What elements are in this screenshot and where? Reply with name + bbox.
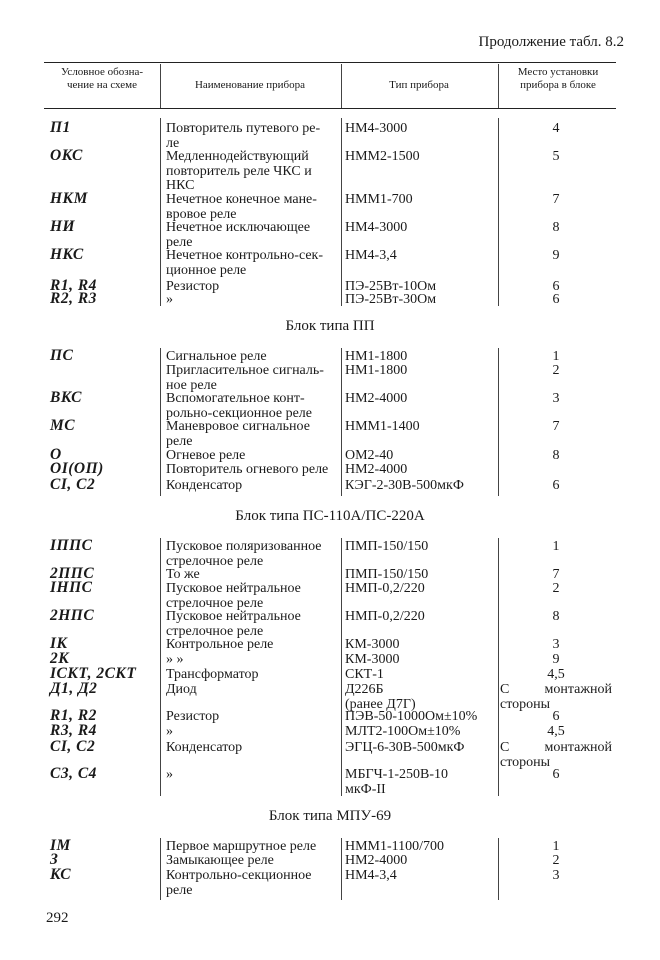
table-cell-line: Пусковое нейтральное [166, 581, 301, 596]
section-title-ps: Блок типа ПС-110А/ПС-220А [235, 508, 425, 524]
table-cell-type: НММ1-1400 [345, 419, 420, 434]
table-cell-type: НММ2-1500 [345, 149, 420, 164]
table-cell-name: Диод [166, 682, 197, 697]
table-cell-name [166, 540, 339, 569]
table-cell-name [166, 122, 339, 151]
table-cell-line: ле [166, 135, 180, 151]
table-cell-name: Первое маршрутное реле [166, 839, 317, 854]
table-cell-place: 6 [552, 478, 560, 493]
block3-rule-3 [498, 538, 499, 796]
table-cell-place: 4 [552, 121, 560, 136]
table-cell-line: Пригласительное сигналь- [166, 363, 324, 378]
table-cell-type: НМП-0,2/220 [345, 609, 425, 624]
table-cell-place: 4,5 [547, 724, 565, 739]
table-cell-line: Медленнодействующий [166, 149, 309, 164]
table-cell-type: ПМП-150/150 [345, 539, 429, 554]
table-cell-line: стрелочное реле [166, 595, 264, 611]
table-cell-line: Нечетное конечное мане- [166, 192, 317, 207]
table-cell-type [345, 683, 416, 712]
table-cell-type: НММ1-700 [345, 192, 413, 207]
table-cell-code: CI, C2 [50, 476, 96, 493]
table-cell-line: мкФ-II [345, 781, 386, 797]
header-code: Условное обозна- чение на схеме [60, 66, 144, 91]
table-cell-place: 9 [552, 652, 560, 667]
table-cell-code: ОКС [50, 147, 83, 164]
table-cell-name [166, 610, 339, 639]
header-type: Тип прибора [389, 79, 449, 91]
table-cell-place: 6 [552, 279, 560, 294]
header-name: Наименование прибора [194, 79, 306, 91]
table-cell-code: R1, R4 [50, 277, 97, 294]
table-cell-name: Замыкающее реле [166, 853, 274, 868]
table-cell-name: Контрольное реле [166, 637, 274, 652]
table-cell-place: 6 [552, 709, 560, 724]
table-cell-code: 2ППС [50, 565, 95, 582]
block1-rule-1 [160, 118, 161, 306]
table-cell-place: 9 [552, 248, 560, 263]
table-cell-place: 2 [552, 581, 560, 596]
table-cell-line: Пусковое нейтральное [166, 609, 301, 624]
table-cell-code: НКМ [50, 190, 88, 207]
table-cell-line: С монтажной [500, 682, 612, 697]
table-cell-type: НММ1-1100/700 [345, 839, 445, 854]
table-cell-code: IК [50, 635, 68, 652]
table-cell-line: (ранее Д7Г) [345, 696, 416, 712]
table-cell-type: МЛТ2-100Ом±10% [345, 724, 461, 739]
block2-rule-2 [341, 348, 342, 496]
table-cell-type: ПМП-150/150 [345, 567, 429, 582]
table-cell-place: 2 [552, 363, 560, 378]
table-cell-line: НКС [166, 178, 195, 193]
table-cell-place: 3 [552, 391, 560, 406]
table-cell-code: 2К [50, 650, 70, 667]
continuation-caption: Продолжение табл. 8.2 [478, 34, 624, 50]
table-cell-code: R1, R2 [50, 707, 97, 724]
table-cell-line: повторитель реле ЧКС и [166, 163, 312, 179]
table-cell-place [500, 741, 612, 770]
table-cell-code: МС [50, 417, 76, 434]
block3-rule-1 [160, 538, 161, 796]
table-cell-place: 5 [552, 149, 560, 164]
table-cell-name: » [166, 724, 173, 739]
table-cell-name: Резистор [166, 709, 220, 724]
block4-rule-2 [341, 838, 342, 900]
header-rule-3 [498, 64, 499, 108]
table-cell-code: R3, R4 [50, 722, 97, 739]
block3-rule-2 [341, 538, 342, 796]
table-cell-place: 7 [552, 567, 560, 582]
table-cell-type: НМ2-4000 [345, 853, 408, 868]
table-cell-name: Резистор [166, 279, 220, 294]
page-number: 292 [46, 910, 69, 926]
table-cell-place: 1 [552, 839, 560, 854]
section-title-mpu: Блок типа МПУ-69 [268, 808, 392, 824]
table-cell-line: реле [166, 433, 193, 449]
table-cell-code: IМ [50, 837, 71, 854]
table-cell-name [166, 221, 339, 250]
table-cell-code: З [50, 851, 59, 868]
header-place: Место установки прибора в блоке [517, 66, 599, 91]
table-cell-name: Трансформатор [166, 667, 259, 682]
table-cell-line: Вспомогательное конт- [166, 391, 305, 406]
table-cell-name: Конденсатор [166, 478, 243, 493]
table-cell-type: КЭГ-2-30В-500мкФ [345, 478, 464, 493]
table-cell-code: ПС [50, 347, 74, 364]
table-cell-code: С3, С4 [50, 765, 97, 782]
table-cell-line: Маневровое сигнальное [166, 419, 310, 434]
table-cell-type: ПЭВ-50-1000Ом±10% [345, 709, 478, 724]
header-rule-1 [160, 64, 161, 108]
table-cell-place: 3 [552, 637, 560, 652]
table-cell-type: НМП-0,2/220 [345, 581, 425, 596]
table-cell-type: ОМ2-40 [345, 448, 394, 463]
table-cell-line: вровое реле [166, 206, 237, 222]
table-cell-code: 2НПС [50, 607, 95, 624]
table-cell-name [166, 869, 339, 898]
table-cell-name: Конденсатор [166, 740, 243, 755]
table-cell-code: КС [50, 866, 72, 883]
block4-rule-3 [498, 838, 499, 900]
table-cell-place: 4,5 [547, 667, 565, 682]
table-cell-name: Сигнальное реле [166, 349, 267, 364]
table-cell-line: Пусковое поляризованное [166, 539, 322, 554]
table-cell-type: ПЭ-25Вт-10Ом [345, 279, 437, 294]
table-cell-name [166, 150, 339, 194]
table-cell-name: Повторитель огневого реле [166, 462, 329, 477]
table-cell-name [166, 249, 339, 278]
section-title-pp: Блок типа ПП [285, 318, 375, 334]
table-cell-name [166, 420, 339, 449]
table-cell-place: 1 [552, 349, 560, 364]
block4-rule-1 [160, 838, 161, 900]
table-cell-place: 8 [552, 220, 560, 235]
table-cell-type [345, 768, 448, 797]
table-cell-code: О [50, 446, 62, 463]
table-cell-type: НМ1-1800 [345, 363, 408, 378]
table-cell-type: КМ-3000 [345, 637, 400, 652]
table-cell-type: НМ1-1800 [345, 349, 408, 364]
table-cell-place: 7 [552, 419, 560, 434]
table-cell-line: Контрольно-секционное [166, 868, 312, 883]
table-cell-type: НМ2-4000 [345, 391, 408, 406]
table-cell-line: Д226Б [345, 682, 384, 697]
table-cell-type: СКТ-1 [345, 667, 384, 682]
table-cell-line: стороны [500, 696, 551, 712]
table-cell-place: 8 [552, 448, 560, 463]
block2-rule-3 [498, 348, 499, 496]
table-cell-type: ЭГЦ-6-30В-500мкФ [345, 740, 465, 755]
table-cell-place: 6 [552, 292, 560, 307]
table-cell-code: OI(ОП) [50, 460, 104, 477]
block2-rule-1 [160, 348, 161, 496]
block1-rule-3 [498, 118, 499, 306]
table-cell-code: НКС [50, 246, 84, 263]
table-cell-name [166, 364, 339, 393]
table-cell-line: стрелочное реле [166, 553, 264, 569]
table-cell-code: R2, R3 [50, 290, 97, 307]
table-cell-place: 1 [552, 539, 560, 554]
table-cell-line: стороны [500, 754, 551, 770]
table-cell-type: НМ4-3000 [345, 220, 408, 235]
table-cell-line: стрелочное реле [166, 623, 264, 639]
table-cell-type: НМ2-4000 [345, 462, 408, 477]
table-cell-name [166, 582, 339, 611]
table-cell-name: » [166, 292, 173, 307]
table-cell-code: П1 [50, 119, 71, 136]
table-cell-line: Нечетное исключающее [166, 220, 311, 235]
table-cell-code: Д1, Д2 [50, 680, 98, 697]
table-cell-line: С монтажной [500, 740, 612, 755]
table-cell-type: НМ4-3,4 [345, 868, 397, 883]
header-top-rule [44, 62, 616, 63]
table-cell-name: Огневое реле [166, 448, 246, 463]
table-cell-name [166, 193, 339, 222]
table-cell-place: 7 [552, 192, 560, 207]
table-cell-place [500, 683, 612, 712]
table-cell-code: IППС [50, 537, 93, 554]
table-cell-line: Нечетное контрольно-сек- [166, 248, 324, 263]
table-cell-type: КМ-3000 [345, 652, 400, 667]
table-cell-code: НИ [50, 218, 76, 235]
table-cell-line: рольно-секционное реле [166, 405, 313, 421]
table-cell-line: Повторитель путевого ре- [166, 121, 321, 136]
table-cell-type: ПЭ-25Вт-30Ом [345, 292, 437, 307]
block1-rule-2 [341, 118, 342, 306]
header-rule-2 [341, 64, 342, 108]
table-cell-type: НМ4-3000 [345, 121, 408, 136]
table-cell-line: ционное реле [166, 262, 247, 278]
table-cell-line: МБГЧ-1-250В-10 [345, 767, 449, 782]
table-cell-type: НМ4-3,4 [345, 248, 397, 263]
table-cell-code: ВКС [50, 389, 82, 406]
table-cell-code: IСКТ, 2СКТ [50, 665, 137, 682]
table-cell-place: 8 [552, 609, 560, 624]
table-cell-code: IНПС [50, 579, 93, 596]
table-cell-line: ное реле [166, 377, 217, 393]
table-cell-place: 6 [552, 767, 560, 782]
header-bottom-rule [44, 108, 616, 109]
table-cell-line: реле [166, 882, 193, 898]
table-cell-name [166, 392, 339, 421]
table-cell-place: 3 [552, 868, 560, 883]
table-cell-name: То же [166, 567, 200, 582]
table-cell-name: » [166, 767, 173, 782]
table-cell-name: » » [166, 652, 184, 667]
table-cell-line: реле [166, 234, 193, 250]
table-cell-code: CI, C2 [50, 738, 96, 755]
table-cell-place: 2 [552, 853, 560, 868]
